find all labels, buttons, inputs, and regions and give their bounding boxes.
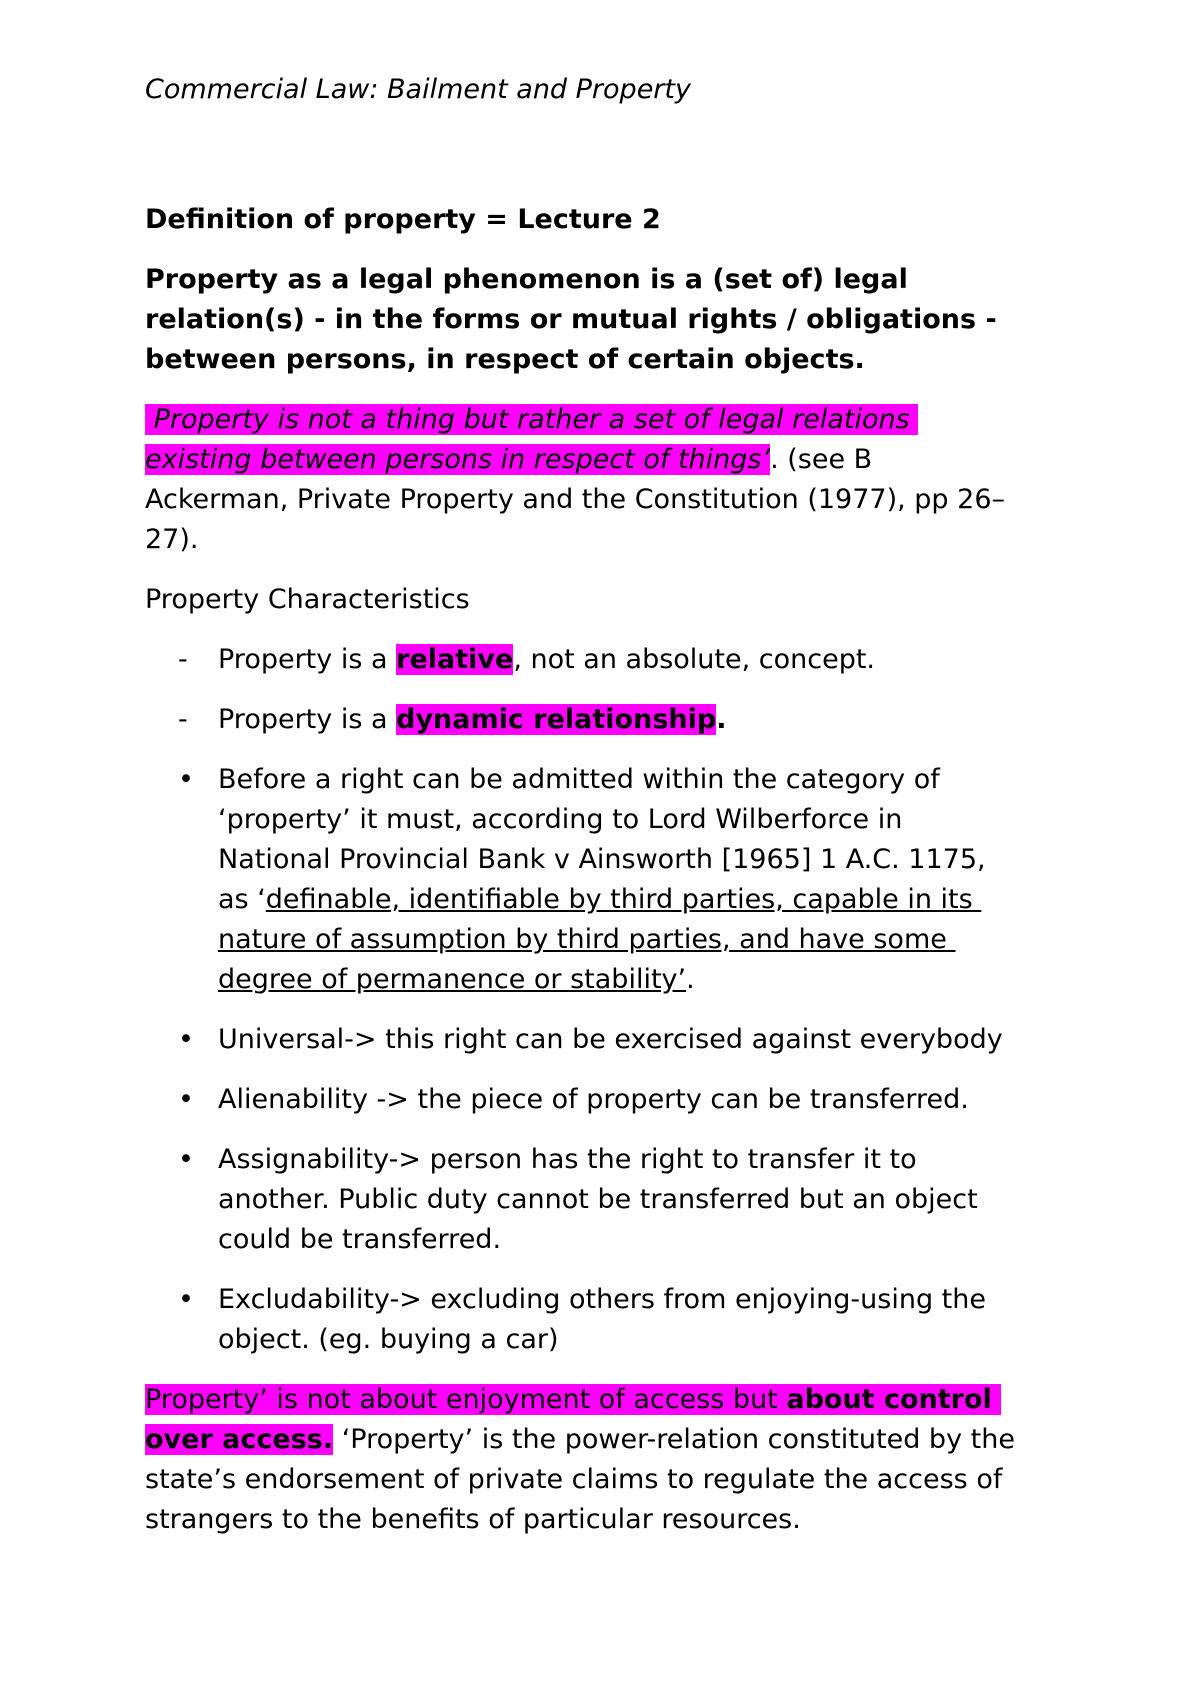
list-item-wilberforce: [218, 880, 981, 920]
list-item-wilberforce: Before a right can be admitted within the category of: [218, 764, 940, 795]
list-item-wilberforce: ‘property’ it must, according to Lord Wilberforce in: [218, 804, 903, 835]
underlined-quote: definable, identifiable by third parties, capable in its: [265, 884, 982, 915]
item-text: as ‘: [218, 884, 266, 915]
list-item-wilberforce: National Provincial Bank v Ainsworth [1965] 1 A.C. 1175,: [218, 844, 986, 875]
conclusion-highlight-bold: over access.: [145, 1424, 334, 1455]
quote-line: [145, 440, 872, 480]
quote-citation: 27).: [145, 524, 199, 555]
conclusion-line: state’s endorsement of private claims to regulate the access of: [145, 1464, 1003, 1495]
definition-line: relation(s) - in the forms or mutual rights / obligations -: [145, 304, 997, 335]
quote-highlight: Property is not a thing but rather a set of legal relations: [145, 404, 919, 435]
conclusion-line: strangers to the benefits of particular resources.: [145, 1504, 801, 1535]
document-header: Commercial Law: Bailment and Property: [145, 74, 691, 105]
conclusion-line: [145, 1420, 1015, 1460]
list-item-assignability: Assignability-> person has the right to transfer it to: [218, 1144, 917, 1175]
conclusion-line: [145, 1380, 1001, 1420]
dash-marker: -: [178, 644, 188, 675]
list-item-wilberforce: [218, 920, 955, 960]
item-text: .: [686, 964, 695, 995]
quote-citation: Ackerman, Private Property and the Constitution (1977), pp 26–: [145, 484, 1005, 515]
bullet-marker: •: [178, 1024, 194, 1055]
underlined-quote: degree of permanence or stability’: [218, 964, 687, 995]
quote-line: [145, 400, 918, 440]
bullet-marker: •: [178, 764, 194, 795]
list-item-wilberforce: [218, 960, 695, 1000]
list-item-assignability: another. Public duty cannot be transferred but an object: [218, 1184, 978, 1215]
bullet-marker: •: [178, 1084, 194, 1115]
underlined-quote: nature of assumption by third parties, and have some: [218, 924, 956, 955]
section-heading: Definition of property = Lecture 2: [145, 204, 661, 235]
item-text: .: [716, 704, 727, 735]
list-item-excludability: Excludability-> excluding others from enjoying-using the: [218, 1284, 986, 1315]
item-text: Property is a: [218, 644, 397, 675]
quote-citation: . (see B: [770, 444, 873, 475]
item-text: Property is a: [218, 704, 397, 735]
definition-line: Property as a legal phenomenon is a (set of) legal: [145, 264, 908, 295]
list-item-assignability: could be transferred.: [218, 1224, 502, 1255]
bullet-marker: •: [178, 1144, 194, 1175]
definition-line: between persons, in respect of certain objects.: [145, 344, 865, 375]
highlight-term: dynamic relationship: [396, 704, 717, 735]
list-item-relative: [218, 640, 875, 680]
dash-marker: -: [178, 704, 188, 735]
conclusion-highlight: Property’ is not about enjoyment of access but: [145, 1384, 787, 1415]
bullet-marker: •: [178, 1284, 194, 1315]
highlight-term: relative: [396, 644, 514, 675]
list-item-alienability: Alienability -> the piece of property can be transferred.: [218, 1084, 969, 1115]
list-item-excludability: object. (eg. buying a car): [218, 1324, 559, 1355]
conclusion-text: ‘Property’ is the power-relation constituted by the: [333, 1424, 1015, 1455]
quote-highlight: existing between persons in respect of things’: [145, 444, 771, 475]
characteristics-heading: Property Characteristics: [145, 584, 470, 615]
item-text: , not an absolute, concept.: [513, 644, 876, 675]
list-item-universal: Universal-> this right can be exercised against everybody: [218, 1024, 1003, 1055]
list-item-dynamic: [218, 700, 726, 740]
conclusion-highlight-bold: about control: [786, 1384, 1002, 1415]
